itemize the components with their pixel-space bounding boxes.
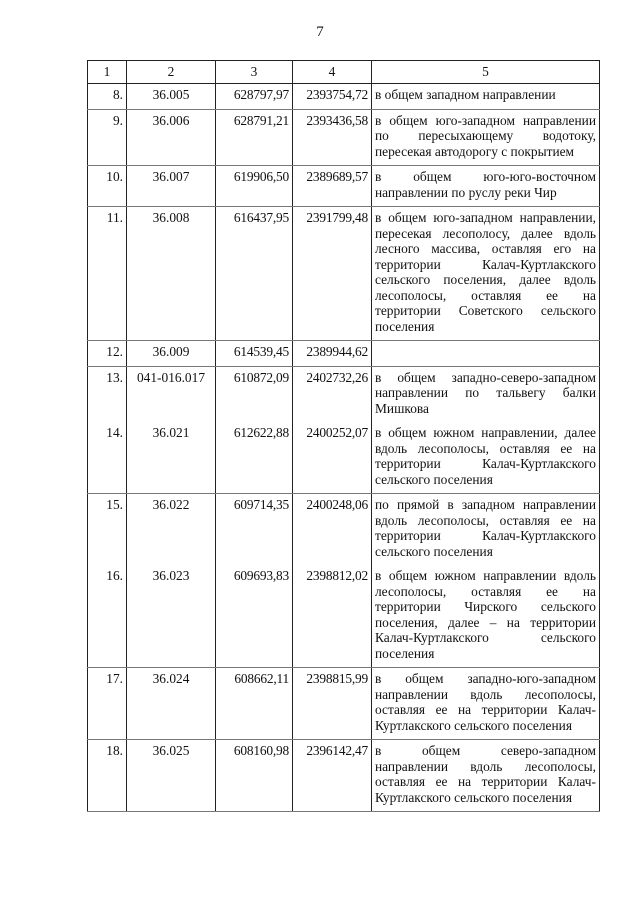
header-col-1: 1	[88, 61, 127, 84]
coord-x: 608160,98	[216, 740, 293, 812]
page-number: 7	[316, 24, 324, 40]
point-id: 36.025	[127, 740, 216, 812]
coord-y: 2402732,26	[293, 366, 372, 422]
coord-y: 2389944,62	[293, 341, 372, 367]
table-row	[88, 494, 600, 566]
coord-y: 2391799,48	[293, 207, 372, 341]
point-id: 36.023	[127, 565, 216, 668]
coord-y: 2398812,02	[293, 565, 372, 668]
coord-y: 2396142,47	[293, 740, 372, 812]
row-number: 13.	[88, 366, 127, 422]
coord-y: 2400248,06	[293, 494, 372, 566]
point-id: 36.021	[127, 422, 216, 494]
coord-x: 609693,83	[216, 565, 293, 668]
row-number: 11.	[88, 207, 127, 341]
point-id: 36.007	[127, 166, 216, 207]
boundary-description: в общем юго-западном направлении по пересыхающему водотоку, пересекая автодорогу с покрытием	[372, 109, 600, 166]
coord-x: 608662,11	[216, 668, 293, 740]
table-row	[88, 740, 600, 812]
boundary-points-table	[87, 60, 600, 812]
boundary-description: в общем северо-западном направлении вдоль лесополосы, оставляя ее на территории Калач-Куртлакского сельского поселения	[372, 740, 600, 812]
table-row	[88, 207, 600, 341]
coord-x: 616437,95	[216, 207, 293, 341]
row-number: 8.	[88, 84, 127, 110]
row-number: 15.	[88, 494, 127, 566]
point-id: 36.008	[127, 207, 216, 341]
table-row	[88, 166, 600, 207]
table-row	[88, 668, 600, 740]
header-col-4: 4	[293, 61, 372, 84]
coord-y: 2389689,57	[293, 166, 372, 207]
row-number: 17.	[88, 668, 127, 740]
row-number: 18.	[88, 740, 127, 812]
boundary-description	[372, 341, 600, 367]
boundary-description: в общем южном направлении, далее вдоль лесополосы, оставляя ее на территории Калач-Куртлакского сельского поселения	[372, 422, 600, 494]
table-row	[88, 565, 600, 668]
table-row	[88, 84, 600, 110]
boundary-description: в общем западном направлении	[372, 84, 600, 110]
boundary-description: в общем западно-северо-западном направлении по тальвегу балки Мишкова	[372, 366, 600, 422]
table-row	[88, 341, 600, 367]
point-id: 36.024	[127, 668, 216, 740]
coord-x: 628791,21	[216, 109, 293, 166]
boundary-description: в общем юго-юго-восточном направлении по руслу реки Чир	[372, 166, 600, 207]
coord-x: 619906,50	[216, 166, 293, 207]
table-header-row	[88, 61, 600, 84]
boundary-description: по прямой в западном направлении вдоль лесополосы, оставляя ее на территории Калач-Куртлакского сельского поселения	[372, 494, 600, 566]
coord-x: 628797,97	[216, 84, 293, 110]
boundary-description: в общем западно-юго-западном направлении вдоль лесополосы, оставляя ее на территории Калач-Куртлакского сельского поселения	[372, 668, 600, 740]
header-col-2: 2	[127, 61, 216, 84]
table-row	[88, 422, 600, 494]
row-number: 12.	[88, 341, 127, 367]
header-col-5: 5	[372, 61, 600, 84]
coord-y: 2393436,58	[293, 109, 372, 166]
point-id: 041-016.017	[127, 366, 216, 422]
point-id: 36.009	[127, 341, 216, 367]
point-id: 36.005	[127, 84, 216, 110]
table-row	[88, 109, 600, 166]
point-id: 36.006	[127, 109, 216, 166]
coord-y: 2400252,07	[293, 422, 372, 494]
row-number: 9.	[88, 109, 127, 166]
header-col-3: 3	[216, 61, 293, 84]
row-number: 14.	[88, 422, 127, 494]
coord-x: 614539,45	[216, 341, 293, 367]
row-number: 16.	[88, 565, 127, 668]
boundary-description: в общем юго-западном направлении, пересекая лесополосу, далее вдоль лесного массива, оставляя его на территории Калач-Куртлакского сельского поселения, далее вдоль лесополосы, оставляя ее на территории Советского сельского поселения	[372, 207, 600, 341]
coord-x: 610872,09	[216, 366, 293, 422]
coord-y: 2393754,72	[293, 84, 372, 110]
table-row	[88, 366, 600, 422]
coord-x: 612622,88	[216, 422, 293, 494]
row-number: 10.	[88, 166, 127, 207]
boundary-description: в общем южном направлении вдоль лесополосы, оставляя ее на территории Чирского сельского поселения, далее – на территории Калач-Куртлакского сельского поселения	[372, 565, 600, 668]
coord-x: 609714,35	[216, 494, 293, 566]
coord-y: 2398815,99	[293, 668, 372, 740]
point-id: 36.022	[127, 494, 216, 566]
